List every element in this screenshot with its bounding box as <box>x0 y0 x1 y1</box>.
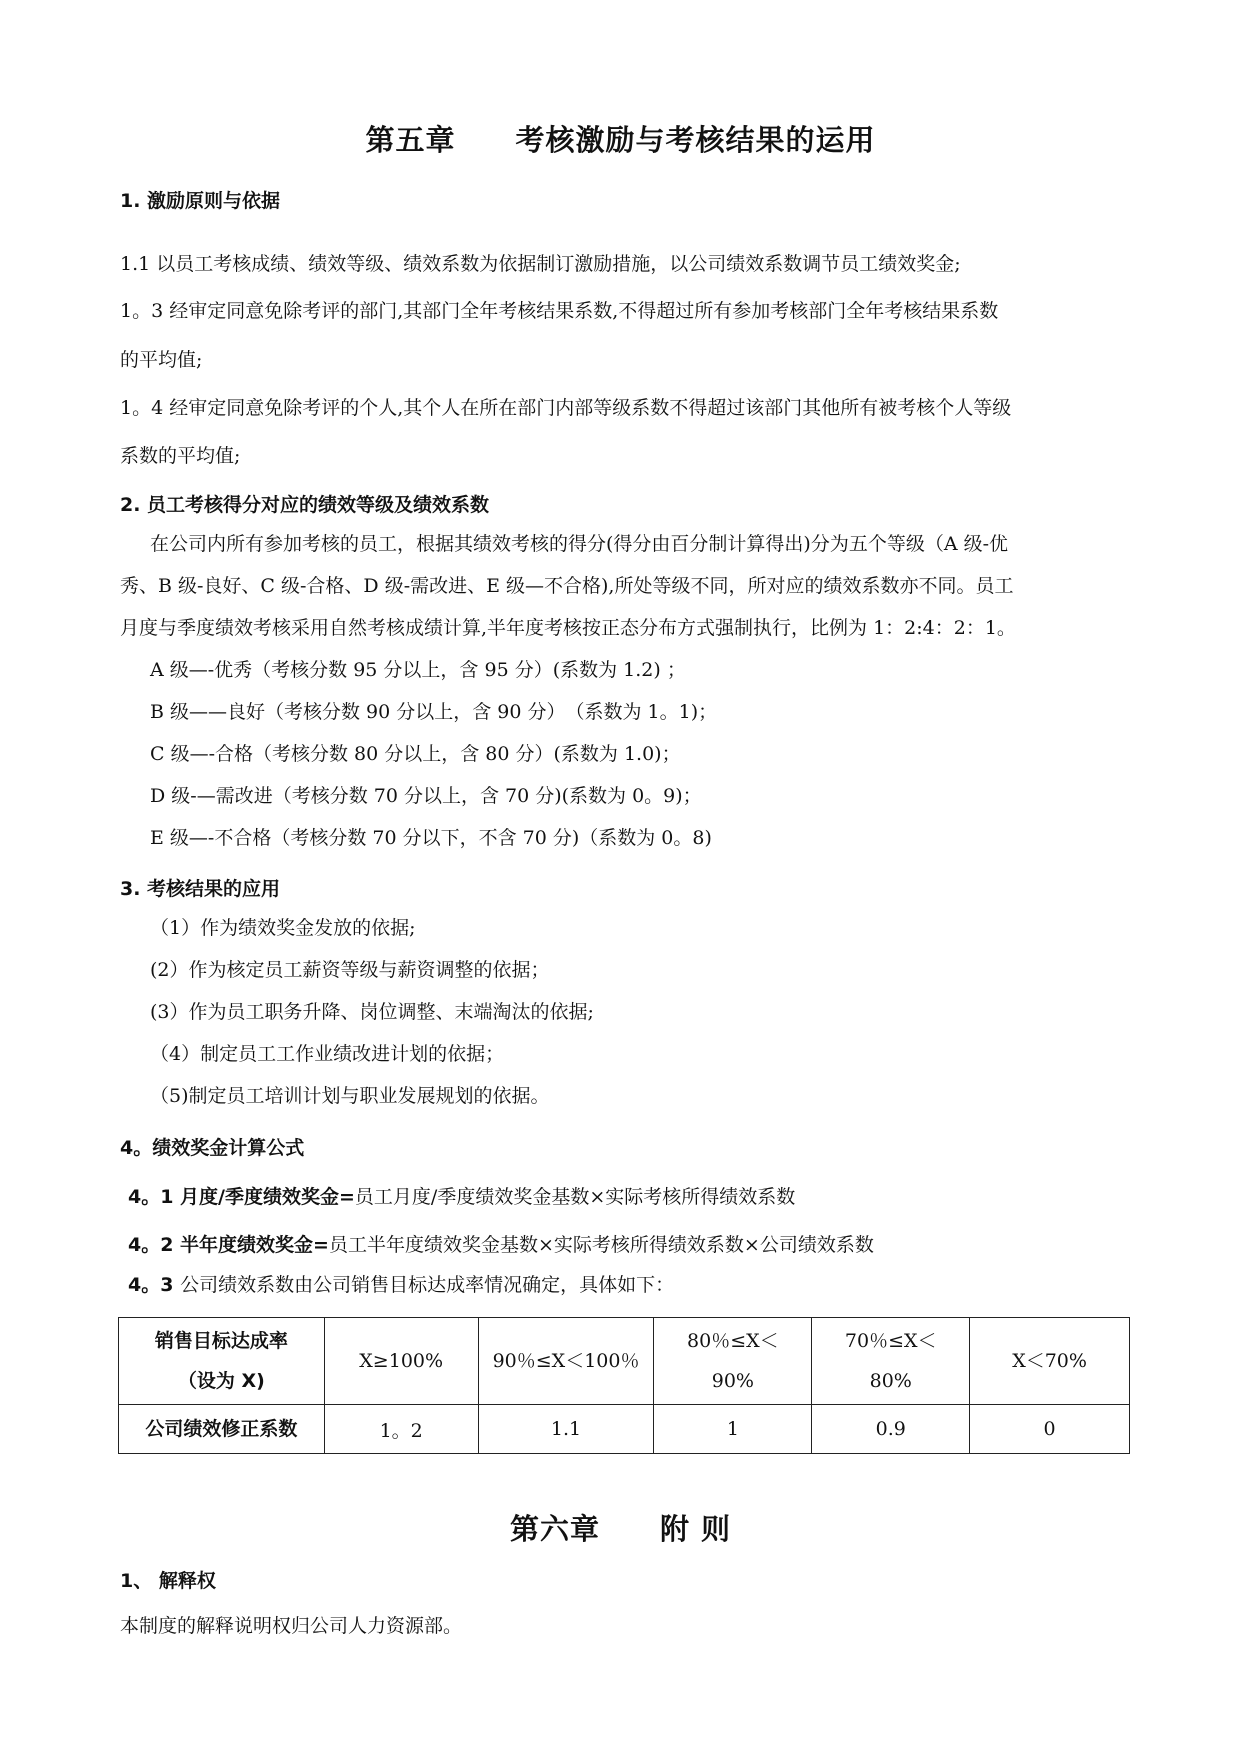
grade-c: C 级—-合格（考核分数 80 分以上，含 80 分）(系数为 1.0)； <box>150 743 681 765</box>
table-cell-value: 1。2 <box>324 1405 478 1454</box>
paragraph-1-3-line1: 1。3 经审定同意免除考评的部门,其部门全年考核结果系数,不得超过所有参加考核部门全年考核结果系数 <box>120 300 999 322</box>
table-cell-range <box>654 1318 812 1405</box>
paragraph-2-line3: 月度与季度绩效考核采用自然考核成绩计算,半年度考核按正态分布方式强制执行，比例为 1：2:4：2：1。 <box>120 617 1016 639</box>
table-cell-value: 1 <box>654 1405 812 1454</box>
table-cell-range <box>324 1318 478 1405</box>
formula-4-3-text: 公司绩效系数由公司销售目标达成率情况确定，具体如下： <box>180 1274 675 1296</box>
formula-4-2-text: 员工半年度绩效奖金基数×实际考核所得绩效系数×公司绩效系数 <box>328 1234 874 1256</box>
chapter5-title: 第五章 考核激励与考核结果的运用 <box>365 123 876 157</box>
table-row <box>119 1405 1130 1454</box>
formula-4-1-label: 4。1 月度/季度绩效奖金= <box>128 1186 355 1208</box>
paragraph-2-line1: 在公司内所有参加考核的员工，根据其绩效考核的得分(得分由百分制计算得出)分为五个等级（A 级-优 <box>150 533 1009 555</box>
range-text: X＜70% <box>1012 1350 1087 1372</box>
paragraph-1-3-line2: 的平均值; <box>120 349 203 371</box>
table-row-label: 公司绩效修正系数 <box>119 1405 325 1454</box>
table-row <box>119 1318 1130 1405</box>
interpretation-paragraph: 本制度的解释说明权归公司人力资源部。 <box>120 1615 463 1637</box>
table-cell-range <box>970 1318 1130 1405</box>
grade-b: B 级——良好（考核分数 90 分以上，含 90 分） （系数为 1。1)； <box>150 701 718 723</box>
application-item-5: （5)制定员工培训计划与职业发展规划的依据。 <box>150 1085 550 1107</box>
section4-heading: 4。绩效奖金计算公式 <box>120 1137 305 1159</box>
chapter6-section1-heading: 1、 解释权 <box>120 1570 216 1592</box>
table-header-line1: 销售目标达成率 <box>154 1330 288 1352</box>
formula-4-2-label: 4。2 半年度绩效奖金= <box>128 1234 329 1256</box>
range-text-line2: 80% <box>869 1370 912 1392</box>
paragraph-1-1: 1.1 以员工考核成绩、绩效等级、绩效系数为依据制订激励措施，以公司绩效系数调节员工绩效奖金; <box>120 253 961 275</box>
application-item-4: （4）制定员工工作业绩改进计划的依据； <box>150 1043 505 1065</box>
paragraph-1-4-line1: 1。4 经审定同意免除考评的个人,其个人在所在部门内部等级系数不得超过该部门其他所有被考核个人等级 <box>120 397 1012 419</box>
paragraph-1-4-line2: 系数的平均值; <box>120 445 241 467</box>
table-cell-value: 0 <box>970 1405 1130 1454</box>
formula-4-2 <box>128 1230 874 1257</box>
coefficient-table <box>118 1317 1130 1454</box>
application-item-2: (2）作为核定员工薪资等级与薪资调整的依据； <box>150 959 550 981</box>
table-header-cell <box>119 1318 325 1405</box>
section2-heading: 2. 员工考核得分对应的绩效等级及绩效系数 <box>120 494 490 516</box>
section3-heading: 3. 考核结果的应用 <box>120 878 281 900</box>
range-text: 70％≤X＜ <box>844 1330 937 1352</box>
grade-d: D 级-—需改进（考核分数 70 分以上，含 70 分)(系数为 0。9)； <box>150 785 702 807</box>
table-cell-value: 1.1 <box>478 1405 654 1454</box>
section1-heading: 1. 激励原则与依据 <box>120 190 281 212</box>
grade-e: E 级—-不合格（考核分数 70 分以下，不含 70 分)（系数为 0。8) <box>150 827 712 849</box>
range-text-line2: 90% <box>711 1370 754 1392</box>
table-cell-range <box>812 1318 970 1405</box>
range-text: 80％≤X＜ <box>687 1330 779 1352</box>
grade-a: A 级—-优秀（考核分数 95 分以上，含 95 分）(系数为 1.2) ； <box>150 659 686 681</box>
range-text: X≥100% <box>359 1350 444 1372</box>
table-header-line2: （设为 X) <box>177 1370 265 1392</box>
formula-4-1-text: 员工月度/季度绩效奖金基数×实际考核所得绩效系数 <box>354 1186 796 1208</box>
table-cell-value: 0.9 <box>812 1405 970 1454</box>
application-item-1: （1）作为绩效奖金发放的依据; <box>150 917 416 939</box>
formula-4-3 <box>128 1270 674 1297</box>
paragraph-2-line2: 秀、B 级-良好、C 级-合格、D 级-需改进、E 级—不合格),所处等级不同，所对应的绩效系数亦不同。员工 <box>120 575 1014 597</box>
chapter6-title: 第六章 附 则 <box>509 1512 732 1546</box>
range-text: 90％≤X＜100％ <box>492 1350 640 1372</box>
table-cell-range <box>478 1318 654 1405</box>
formula-4-1 <box>128 1182 795 1209</box>
application-item-3: (3）作为员工职务升降、岗位调整、末端淘汰的依据; <box>150 1001 594 1023</box>
formula-4-3-label: 4。3 <box>128 1274 181 1296</box>
